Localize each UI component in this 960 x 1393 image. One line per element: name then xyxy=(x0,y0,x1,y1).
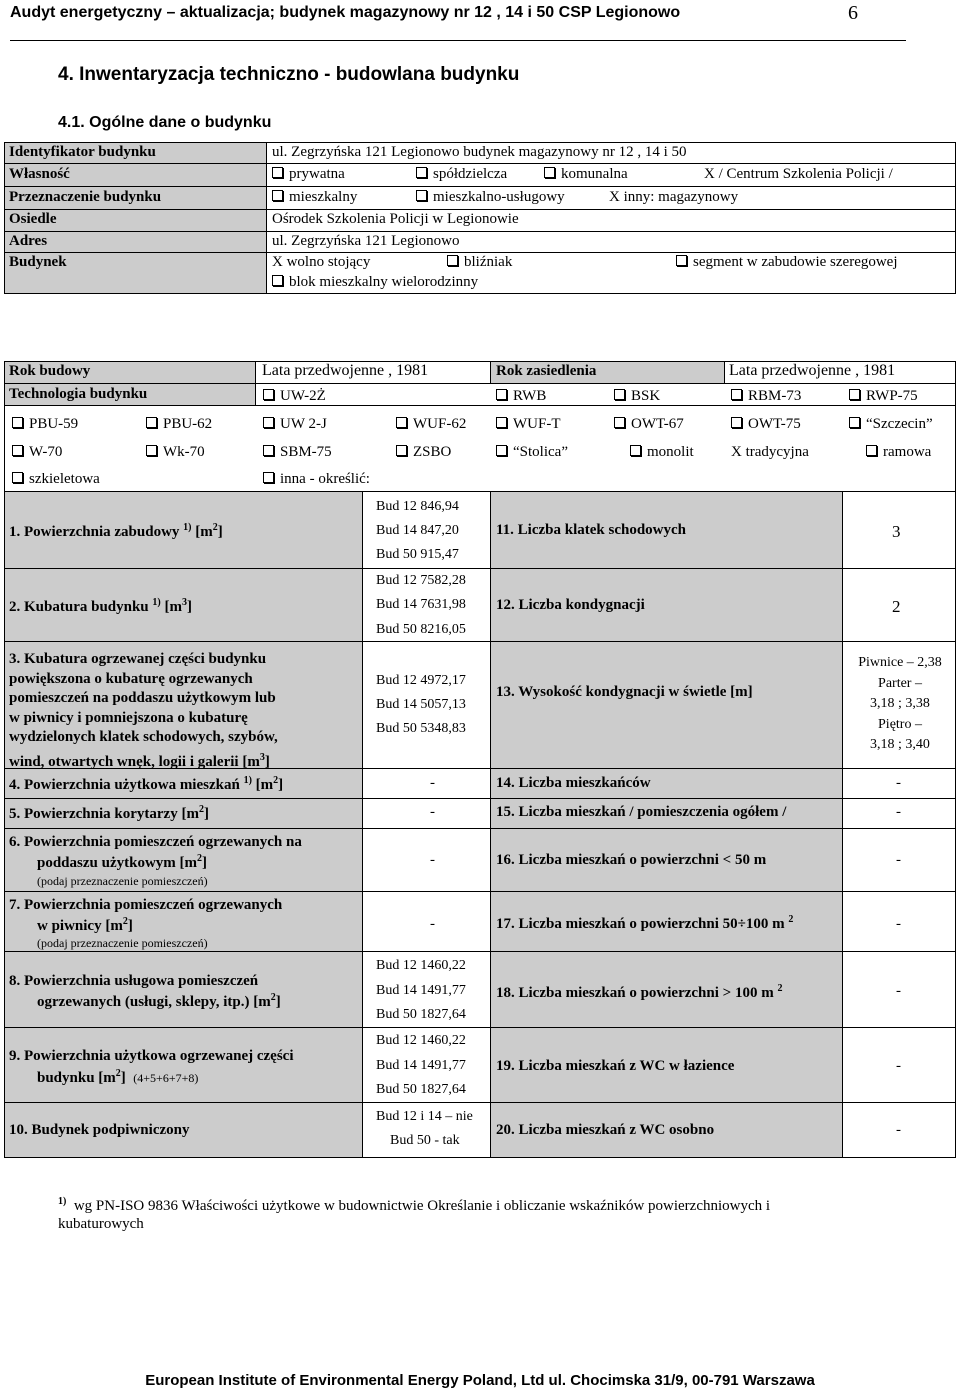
row-19-value: - xyxy=(896,1058,901,1074)
checkbox-icon xyxy=(396,445,407,456)
checkbox-icon xyxy=(849,417,860,428)
rok-zasiedlenia-value: Lata przedwojenne , 1981 xyxy=(729,362,896,379)
osiedle-value: Ośrodek Szkolenia Policji w Legionowie xyxy=(272,211,519,227)
row-19-label: 19. Liczba mieszkań z WC w łazience xyxy=(496,1058,735,1074)
page-footer: European Institute of Environmental Energy Poland, Ltd ul. Chocimska 31/9, 00-791 Warszawa xyxy=(145,1372,815,1389)
row-4-label: 4. Powierzchnia użytkowa mieszkań $^{1)}$ $[m^2]$ xyxy=(9,775,284,793)
section-title: 4. Inwentaryzacja techniczno - budowlana budynku xyxy=(58,64,520,85)
checkbox-icon xyxy=(272,190,283,201)
row-11-label: 11. Liczba klatek schodowych xyxy=(496,522,687,538)
row-5-label: 5. Powierzchnia korytarzy $[m^2]$ xyxy=(9,804,209,822)
checkbox-icon xyxy=(146,417,157,428)
tech-option: BSK xyxy=(614,388,660,405)
row-8-value: Bud 12 1460,22 xyxy=(376,958,466,973)
row-8-label: ogrzewanych (usługi, sklepy, itp.) $[m^2]$ xyxy=(37,992,281,1010)
checkbox-icon xyxy=(544,167,555,178)
checkbox-icon xyxy=(614,389,625,400)
bud-blok: blok mieszkalny wielorodzinny xyxy=(272,274,478,291)
rok-budowy-label: Rok budowy xyxy=(9,363,91,379)
checkbox-icon xyxy=(630,445,641,456)
tech-option: ramowa xyxy=(866,444,931,461)
own-prywatna: prywatna xyxy=(272,166,345,183)
ownership-label: Własność xyxy=(9,166,70,182)
tech-option: W-70 xyxy=(12,444,62,461)
row-6-value: - xyxy=(430,852,435,868)
tech-option: UW 2-J xyxy=(263,416,327,433)
row-18-value: - xyxy=(896,983,901,999)
row-10-value: Bud 50 - tak xyxy=(390,1133,460,1148)
document-header: Audyt energetyczny – aktualizacja; budynek magazynowy nr 12 , 14 i 50 CSP Legionowo xyxy=(10,4,681,21)
row-15-value: - xyxy=(896,804,901,820)
row-3-value: Bud 14 5057,13 xyxy=(376,697,466,712)
checkbox-icon xyxy=(676,255,687,266)
tech-option: UW-2Ż xyxy=(263,388,326,405)
row-9-value: Bud 14 1491,77 xyxy=(376,1058,466,1073)
row-12-value: 2 xyxy=(892,597,901,616)
row-18-label: 18. Liczba mieszkań o powierzchni > 100 m $^2$ xyxy=(496,983,783,1001)
technologia-label: Technologia budynku xyxy=(9,386,148,402)
tech-option: RWB xyxy=(496,388,546,405)
checkbox-icon xyxy=(12,417,23,428)
row-14-value: - xyxy=(896,775,901,791)
tech-option: WUF-62 xyxy=(396,416,466,433)
adres-value: ul. Zegrzyńska 121 Legionowo xyxy=(272,233,460,249)
page-number: 6 xyxy=(848,2,858,24)
tech-option: PBU-62 xyxy=(146,416,212,433)
row-6-label: poddaszu użytkowym $[m^2]$ xyxy=(37,853,208,871)
checkbox-icon xyxy=(263,389,274,400)
checkbox-icon xyxy=(263,472,274,483)
footnote: $^{1)}$ wg PN-ISO 9836 Właściwości użytkowe w budownictwie Określanie i obliczanie wskaźników powierzchniowych i xyxy=(58,1196,771,1214)
checkbox-icon xyxy=(496,389,507,400)
purpose-label: Przeznaczenie budynku xyxy=(9,189,162,205)
tech-option: monolit xyxy=(630,444,694,461)
row-3-label: 3. Kubatura ogrzewanej części budynku powiększona o kubaturę ogrzewanych pomieszczeń na poddaszu użytkowym lub w piwnicy i pomniejszona o kubaturę wydzielonych klatek schodowych, szybów, wind, otwartych wnęk, logii i galerii $[m^3]$ xyxy=(9,651,278,770)
row-1-value: Bud 50 915,47 xyxy=(376,547,459,562)
row-2-label: 2. Kubatura budynku $^{1)}$ $[m^3]$ xyxy=(9,597,192,615)
row-8-value: Bud 50 1827,64 xyxy=(376,1007,466,1022)
purpose-uslugowy: mieszkalno-usługowy xyxy=(416,189,565,206)
row-4-value: - xyxy=(430,775,435,791)
row-15-label: 15. Liczba mieszkań / pomieszczenia ogółem / xyxy=(496,804,787,820)
budynek-label: Budynek xyxy=(9,254,67,270)
row-10-label: 10. Budynek podpiwniczony xyxy=(9,1122,190,1138)
rok-zasiedlenia-label: Rok zasiedlenia xyxy=(496,363,597,379)
row-16-label: 16. Liczba mieszkań o powierzchni < 50 m xyxy=(496,852,767,868)
purpose-selected: X inny: magazynowy xyxy=(609,189,739,205)
tech-option: szkieletowa xyxy=(12,471,100,488)
checkbox-icon xyxy=(146,445,157,456)
bud-wolno: X wolno stojący xyxy=(272,254,371,270)
row-9-value: Bud 50 1827,64 xyxy=(376,1082,466,1097)
checkbox-icon xyxy=(731,389,742,400)
header-rule xyxy=(10,40,906,41)
tech-option-selected: X tradycyjna xyxy=(731,444,809,460)
row-1-value: Bud 14 847,20 xyxy=(376,523,459,538)
row-17-label: 17. Liczba mieszkań o powierzchni 50÷100 m $^2$ xyxy=(496,914,794,932)
checkbox-icon xyxy=(614,417,625,428)
checkbox-icon xyxy=(447,255,458,266)
row-7-value: - xyxy=(430,916,435,932)
checkbox-icon xyxy=(849,389,860,400)
checkbox-icon xyxy=(496,445,507,456)
id-label: Identyfikator budynku xyxy=(9,144,156,160)
checkbox-icon xyxy=(416,167,427,178)
tech-option: OWT-67 xyxy=(614,416,684,433)
row-16-value: - xyxy=(896,852,901,868)
checkbox-icon xyxy=(396,417,407,428)
checkbox-icon xyxy=(263,445,274,456)
tech-option: PBU-59 xyxy=(12,416,78,433)
row-1-value: Bud 12 846,94 xyxy=(376,499,459,514)
building-data-table xyxy=(4,361,956,1158)
row-6-note: (podaj przeznaczenie pomieszczeń) xyxy=(37,874,208,888)
row-9-label: 9. Powierzchnia użytkowa ogrzewanej części xyxy=(9,1048,294,1064)
tech-option: “Szczecin” xyxy=(849,416,933,433)
row-2-value: Bud 50 8216,05 xyxy=(376,622,466,637)
tech-option: “Stolica” xyxy=(496,444,568,461)
row-3-value: Bud 50 5348,83 xyxy=(376,721,466,736)
row-8-value: Bud 14 1491,77 xyxy=(376,983,466,998)
row-2-value: Bud 14 7631,98 xyxy=(376,597,466,612)
tech-option: Wk-70 xyxy=(146,444,205,461)
row-7-note: (podaj przeznaczenie pomieszczeń) xyxy=(37,936,208,950)
tech-option: OWT-75 xyxy=(731,416,801,433)
bud-segment: segment w zabudowie szeregowej xyxy=(676,254,898,271)
row-11-value: 3 xyxy=(892,522,901,541)
rok-budowy-value: Lata przedwojenne , 1981 xyxy=(262,362,429,379)
row-9-value: Bud 12 1460,22 xyxy=(376,1033,466,1048)
tech-option: RWP-75 xyxy=(849,388,918,405)
checkbox-icon xyxy=(416,190,427,201)
row-8-label: 8. Powierzchnia usługowa pomieszczeń xyxy=(9,973,259,989)
osiedle-label: Osiedle xyxy=(9,211,57,227)
row-7-label: w piwnicy $[m^2]$ xyxy=(37,916,133,934)
row-2-value: Bud 12 7582,28 xyxy=(376,573,466,588)
row-5-value: - xyxy=(430,804,435,820)
row-3-value: Bud 12 4972,17 xyxy=(376,673,466,688)
own-komunalna: komunalna xyxy=(544,166,628,183)
checkbox-icon xyxy=(272,275,283,286)
row-14-label: 14. Liczba mieszkańców xyxy=(496,775,651,791)
row-12-label: 12. Liczba kondygnacji xyxy=(496,597,645,613)
general-info-table xyxy=(4,142,956,294)
id-value: ul. Zegrzyńska 121 Legionowo budynek magazynowy nr 12 , 14 i 50 xyxy=(272,144,687,160)
checkbox-icon xyxy=(272,167,283,178)
row-20-label: 20. Liczba mieszkań z WC osobno xyxy=(496,1122,715,1138)
row-1-label: 1. Powierzchnia zabudowy $^{1)}$ $[m^2]$ xyxy=(9,522,223,540)
row-9-label: budynku $[m^2]$ (4+5+6+7+8) xyxy=(37,1068,199,1086)
row-17-value: - xyxy=(896,916,901,932)
checkbox-icon xyxy=(12,445,23,456)
row-13-value: Piwnice – 2,38 Parter – 3,18 ; 3,38 Piętro – 3,18 ; 3,40 xyxy=(858,655,942,752)
tech-option: RBM-73 xyxy=(731,388,801,405)
purpose-mieszkalny: mieszkalny xyxy=(272,189,357,206)
row-7-label: 7. Powierzchnia pomieszczeń ogrzewanych xyxy=(9,897,283,913)
row-10-value: Bud 12 i 14 – nie xyxy=(376,1109,473,1124)
checkbox-icon xyxy=(263,417,274,428)
adres-label: Adres xyxy=(9,233,48,249)
row-13-label: 13. Wysokość kondygnacji w świetle [m] xyxy=(496,684,753,700)
tech-option: WUF-T xyxy=(496,416,561,433)
checkbox-icon xyxy=(12,472,23,483)
tech-option: inna - określić: xyxy=(263,471,370,488)
row-20-value: - xyxy=(896,1122,901,1138)
checkbox-icon xyxy=(496,417,507,428)
checkbox-icon xyxy=(731,417,742,428)
tech-option: SBM-75 xyxy=(263,444,332,461)
own-spoldzielcza: spółdzielcza xyxy=(416,166,507,183)
own-selected: X / Centrum Szkolenia Policji / xyxy=(704,166,893,182)
checkbox-icon xyxy=(866,445,877,456)
section-subtitle: 4.1. Ogólne dane o budynku xyxy=(58,114,272,131)
bud-blizniak: bliźniak xyxy=(447,254,512,271)
row-6-label: 6. Powierzchnia pomieszczeń ogrzewanych na xyxy=(9,834,302,850)
tech-option: ZSBO xyxy=(396,444,451,461)
footnote-line2: kubaturowych xyxy=(58,1216,144,1232)
